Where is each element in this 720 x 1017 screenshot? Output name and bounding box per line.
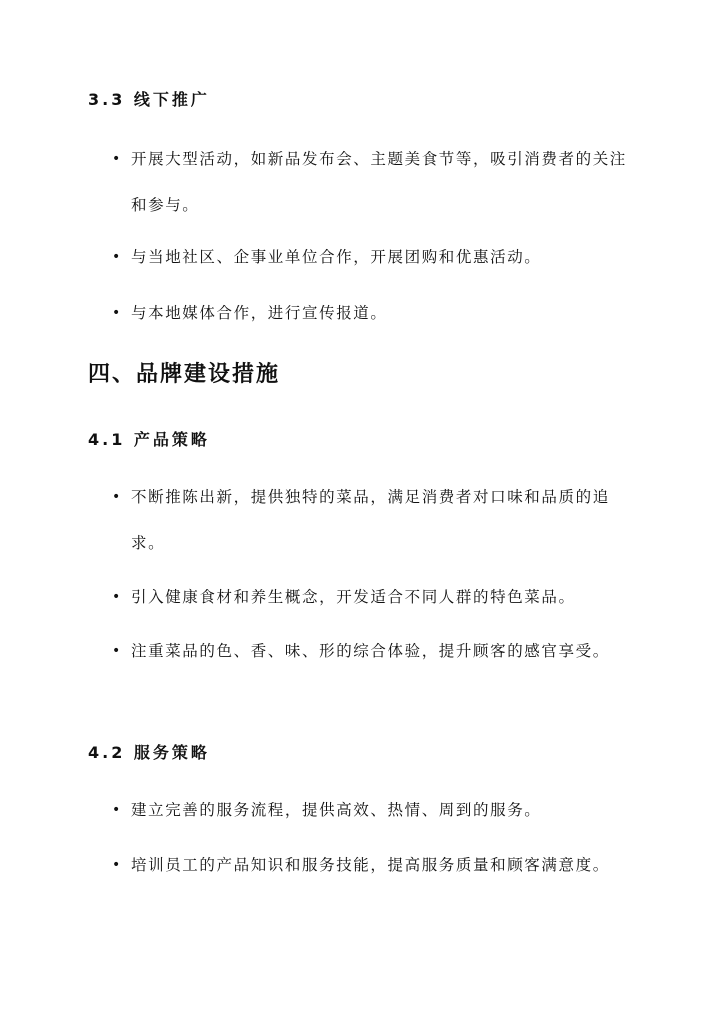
bullet-icon: • xyxy=(112,589,121,605)
list-item xyxy=(112,290,632,336)
section-heading-service-strategy: 4.2 服务策略 xyxy=(88,743,210,762)
list-item-text: 培训员工的产品知识和服务技能，提高服务质量和顾客满意度。 xyxy=(131,856,610,874)
bullet-icon: • xyxy=(112,151,121,167)
list-item-text: 不断推陈出新，提供独特的菜品，满足消费者对口味和品质的追求。 xyxy=(131,488,610,552)
list-item xyxy=(112,136,632,228)
list-item xyxy=(112,574,632,620)
section-heading-offline-promotion: 3.3 线下推广 xyxy=(88,90,210,109)
chapter-title: 四、品牌建设措施 xyxy=(88,362,281,387)
bullet-icon: • xyxy=(112,489,121,505)
list-item xyxy=(112,787,632,833)
list-item-text: 开展大型活动，如新品发布会、主题美食节等，吸引消费者的关注和参与。 xyxy=(131,150,627,214)
list-item-text: 注重菜品的色、香、味、形的综合体验，提升顾客的感官享受。 xyxy=(131,642,610,660)
bullet-icon: • xyxy=(112,857,121,873)
section-heading-product-strategy: 4.1 产品策略 xyxy=(88,430,210,449)
list-item-text: 与当地社区、企事业单位合作，开展团购和优惠活动。 xyxy=(131,248,542,266)
list-item-text: 与本地媒体合作，进行宣传报道。 xyxy=(131,304,388,322)
bullet-icon: • xyxy=(112,643,121,659)
bullet-icon: • xyxy=(112,249,121,265)
list-item xyxy=(112,628,632,674)
bullet-icon: • xyxy=(112,802,121,818)
list-item-text: 建立完善的服务流程，提供高效、热情、周到的服务。 xyxy=(131,801,542,819)
bullet-icon: • xyxy=(112,305,121,321)
list-item xyxy=(112,474,632,566)
list-item xyxy=(112,842,632,888)
list-item xyxy=(112,234,632,280)
list-item-text: 引入健康食材和养生概念，开发适合不同人群的特色菜品。 xyxy=(131,588,576,606)
